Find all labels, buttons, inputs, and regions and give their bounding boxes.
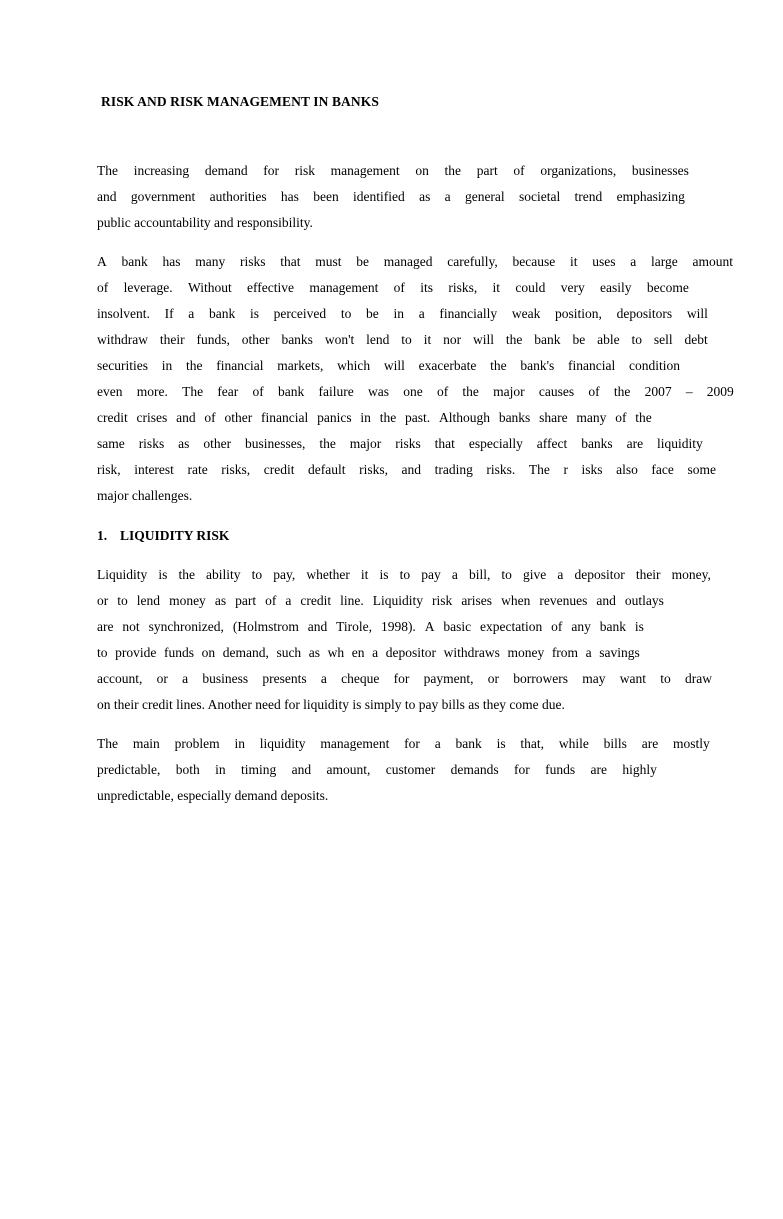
word: to [340, 306, 352, 321]
text-line [97, 461, 716, 479]
text-line [97, 618, 644, 636]
word: funds [163, 645, 194, 660]
word: want [619, 671, 646, 686]
word: whether [306, 567, 350, 582]
word: won't [324, 332, 355, 347]
word: borrowers [513, 671, 568, 686]
word: banks [498, 410, 531, 425]
word: their [635, 567, 661, 582]
word: management [320, 736, 390, 751]
word: insolvent. [97, 306, 150, 321]
word: bill, [468, 567, 491, 582]
word: draw [684, 671, 712, 686]
word: business [202, 671, 249, 686]
word: not [122, 619, 140, 634]
word: it [423, 332, 432, 347]
word: payment, [423, 671, 474, 686]
word: a [188, 306, 195, 321]
word: cheque [341, 671, 380, 686]
word: risks [240, 254, 266, 269]
word: credit [263, 462, 295, 477]
word: withdraws [443, 645, 500, 660]
word: as [419, 189, 431, 204]
word: businesses [631, 163, 689, 178]
word: and [307, 619, 328, 634]
text-line [97, 279, 689, 297]
word: risks, [448, 280, 478, 295]
word: the [444, 163, 462, 178]
word: fear [217, 384, 239, 399]
word: basic [443, 619, 472, 634]
word: synchronized, [148, 619, 224, 634]
word: account, [97, 671, 143, 686]
document-title: RISK AND RISK MANAGEMENT IN BANKS [101, 94, 379, 109]
word: large [650, 254, 678, 269]
word: bills [603, 736, 627, 751]
word: societal [519, 189, 561, 204]
word: to [97, 645, 108, 660]
word: to [631, 332, 642, 347]
word: both [175, 762, 200, 777]
text-line [97, 253, 733, 271]
word: and [97, 189, 117, 204]
word: is [158, 567, 168, 582]
word: weak [511, 306, 541, 321]
word: r [563, 462, 568, 477]
word: of [97, 280, 109, 295]
word: or [97, 593, 109, 608]
text-line [97, 331, 708, 349]
word: businesses, [245, 436, 306, 451]
word: their [159, 332, 185, 347]
word: while [558, 736, 589, 751]
section-number: 1. [97, 528, 108, 543]
word: isks [581, 462, 603, 477]
word: and [596, 593, 616, 608]
word: a [434, 736, 441, 751]
word: as [178, 436, 190, 451]
word: that [280, 254, 301, 269]
word: affect [536, 436, 568, 451]
word: panics [317, 410, 352, 425]
text-line: public accountability and responsibility. [97, 215, 313, 230]
word: is [249, 306, 259, 321]
word: especially [468, 436, 523, 451]
word: increasing [133, 163, 190, 178]
word: for [514, 762, 530, 777]
word: on [201, 645, 216, 660]
word: government [130, 189, 196, 204]
word: financial [261, 410, 309, 425]
word: mostly [673, 736, 710, 751]
word: to [401, 332, 412, 347]
word: give [523, 567, 547, 582]
word: banks [281, 332, 313, 347]
word: risks [395, 436, 421, 451]
word: the [505, 332, 523, 347]
word: risk [294, 163, 315, 178]
word: uses [592, 254, 616, 269]
word: general [464, 189, 505, 204]
word: credit [97, 410, 128, 425]
word: are [626, 436, 644, 451]
word: money [507, 645, 545, 660]
word: may [582, 671, 606, 686]
word: exacerbate [418, 358, 477, 373]
word: identified [353, 189, 405, 204]
word: savings [599, 645, 640, 660]
word: depositors [616, 306, 673, 321]
word: financial [568, 358, 616, 373]
word: bank [599, 619, 626, 634]
word: arises [461, 593, 493, 608]
word: banks [581, 436, 613, 451]
word: other [241, 332, 270, 347]
word: that, [520, 736, 545, 751]
word: risks, [221, 462, 251, 477]
text-line [97, 670, 712, 688]
word: (Holmstrom [232, 619, 299, 634]
word: leverage. [123, 280, 173, 295]
text-line: unpredictable, especially demand deposits. [97, 788, 329, 803]
section-heading-text: LIQUIDITY RISK [120, 528, 230, 543]
word: in [393, 306, 405, 321]
word: and [176, 410, 196, 425]
word: of [588, 384, 600, 399]
text-line [97, 435, 703, 453]
word: funds [545, 762, 576, 777]
word: Liquidity [372, 593, 424, 608]
word: ability [206, 567, 241, 582]
text-line [97, 592, 664, 610]
word: some [687, 462, 716, 477]
word: the [178, 567, 195, 582]
word: funds, [196, 332, 230, 347]
word: to [399, 567, 411, 582]
word: pay [421, 567, 441, 582]
word: 2007 [644, 384, 672, 399]
word: depositor [574, 567, 625, 582]
word: very [560, 280, 585, 295]
word: are [97, 619, 114, 634]
word: main [132, 736, 160, 751]
word: the [379, 410, 397, 425]
word: it [569, 254, 578, 269]
word: to [251, 567, 263, 582]
word: is [379, 567, 389, 582]
word: part [476, 163, 498, 178]
word: for [404, 736, 420, 751]
word: sell [653, 332, 673, 347]
word: even [97, 384, 123, 399]
word: the [490, 358, 507, 373]
word: of [265, 593, 277, 608]
word: lend [366, 332, 390, 347]
word: Liquidity [97, 567, 148, 582]
word: amount [692, 254, 733, 269]
word: or [487, 671, 499, 686]
word: been [313, 189, 339, 204]
word: financial [216, 358, 264, 373]
word: revenues [539, 593, 588, 608]
word: expectation [480, 619, 543, 634]
word: causes [538, 384, 575, 399]
word: easily [600, 280, 632, 295]
word: risks [138, 436, 165, 451]
word: many [576, 410, 607, 425]
text-line: on their credit lines. Another need for liquidity is simply to pay bills as they come due. [97, 697, 565, 712]
word: perceived [273, 306, 327, 321]
word: problem [174, 736, 220, 751]
word: was [367, 384, 389, 399]
word: Without [188, 280, 232, 295]
word: of [204, 410, 216, 425]
word: in [234, 736, 245, 751]
text-line [97, 188, 685, 206]
word: money [169, 593, 206, 608]
word: of [393, 280, 405, 295]
word: as [308, 645, 321, 660]
word: also [616, 462, 638, 477]
word: a [372, 645, 379, 660]
word: a [444, 189, 451, 204]
text-line [97, 305, 708, 323]
word: markets, [277, 358, 324, 373]
word: A [424, 619, 435, 634]
word: financially [439, 306, 498, 321]
word: trend [574, 189, 603, 204]
word: able [597, 332, 620, 347]
word: A [97, 254, 107, 269]
word: withdraw [97, 332, 148, 347]
word: could [515, 280, 546, 295]
word: securities [97, 358, 148, 373]
text-line [97, 566, 711, 584]
word: more. [136, 384, 168, 399]
text-line [97, 357, 680, 375]
word: be [356, 254, 370, 269]
word: organizations, [540, 163, 617, 178]
word: default [308, 462, 346, 477]
word: has [162, 254, 181, 269]
word: a [630, 254, 637, 269]
word: effective [247, 280, 295, 295]
word: many [195, 254, 226, 269]
word: risks, [359, 462, 388, 477]
word: If [164, 306, 174, 321]
word: for [393, 671, 410, 686]
word: and [401, 462, 422, 477]
word: is [496, 736, 506, 751]
word: bank [534, 332, 561, 347]
word: bank's [520, 358, 555, 373]
word: line. [340, 593, 364, 608]
word: is [634, 619, 644, 634]
word: interest [134, 462, 174, 477]
word: bank [455, 736, 482, 751]
word: trading [434, 462, 473, 477]
word: in [360, 410, 371, 425]
word: part [235, 593, 257, 608]
word: amount, [326, 762, 371, 777]
word: customer [385, 762, 436, 777]
word: crises [136, 410, 168, 425]
word: of [436, 384, 449, 399]
word: such [276, 645, 302, 660]
word: a [585, 645, 592, 660]
word: rate [187, 462, 208, 477]
word: timing [241, 762, 277, 777]
word: demand [204, 163, 248, 178]
word: as [214, 593, 227, 608]
word: of [551, 619, 563, 634]
word: from [551, 645, 579, 660]
word: The [97, 736, 118, 751]
word: it [360, 567, 369, 582]
word: its [420, 280, 433, 295]
word: or [156, 671, 168, 686]
word: Tirole, [336, 619, 373, 634]
word: demands [450, 762, 499, 777]
word: when [501, 593, 531, 608]
word: has [280, 189, 299, 204]
word: a [320, 671, 327, 686]
text-line [97, 383, 734, 401]
word: the [635, 410, 652, 425]
word: risk, [97, 462, 121, 477]
word: bank [278, 384, 305, 399]
word: be [366, 306, 379, 321]
word: of [252, 384, 264, 399]
word: other [224, 410, 253, 425]
word: money, [671, 567, 711, 582]
word: past. [405, 410, 431, 425]
word: the [613, 384, 631, 399]
word: outlays [624, 593, 664, 608]
word: demand, [222, 645, 269, 660]
word: in [215, 762, 226, 777]
text-line [97, 644, 640, 662]
word: same [97, 436, 125, 451]
word: – [685, 384, 693, 399]
text-line: major challenges. [97, 488, 193, 503]
word: share [539, 410, 568, 425]
word: the [462, 384, 479, 399]
word: predictable, [97, 762, 161, 777]
word: liquidity [259, 736, 306, 751]
text-line [97, 409, 652, 427]
word: face [651, 462, 674, 477]
word: any [571, 619, 591, 634]
word: must [315, 254, 342, 269]
word: pay, [273, 567, 296, 582]
word: liquidity [657, 436, 703, 451]
word: which [337, 358, 371, 373]
word: The [97, 163, 118, 178]
word: become [646, 280, 689, 295]
word: condition [629, 358, 680, 373]
text-line [97, 761, 657, 779]
word: it [492, 280, 501, 295]
word: a [182, 671, 189, 686]
word: other [203, 436, 232, 451]
word: nor [443, 332, 462, 347]
word: to [117, 593, 128, 608]
word: 1998). [380, 619, 416, 634]
word: the [319, 436, 336, 451]
text-line [97, 735, 710, 753]
word: to [501, 567, 512, 582]
word: bank [208, 306, 236, 321]
word: risks. [486, 462, 516, 477]
word: in [161, 358, 173, 373]
word: debt [684, 332, 708, 347]
word: management [309, 280, 379, 295]
word: on [415, 163, 429, 178]
word: will [473, 332, 495, 347]
word: The [528, 462, 550, 477]
word: the [186, 358, 203, 373]
word: managed [383, 254, 433, 269]
word: bank [121, 254, 148, 269]
word: failure [318, 384, 354, 399]
word: for [263, 163, 280, 178]
word: credit [300, 593, 332, 608]
word: carefully, [447, 254, 498, 269]
word: risk [432, 593, 453, 608]
word: to [660, 671, 671, 686]
word: a [451, 567, 458, 582]
word: that [434, 436, 455, 451]
word: of [513, 163, 525, 178]
word: position, [555, 306, 602, 321]
word: presents [262, 671, 307, 686]
word: are [641, 736, 659, 751]
word: depositor [385, 645, 436, 660]
word: a [418, 306, 425, 321]
word: highly [622, 762, 657, 777]
word: lend [136, 593, 161, 608]
word: and [291, 762, 312, 777]
word: emphasizing [616, 189, 685, 204]
word: because [512, 254, 556, 269]
word: major [349, 436, 382, 451]
word: The [182, 384, 204, 399]
section-heading-liquidity-risk [97, 528, 229, 544]
word: of [615, 410, 627, 425]
word: are [590, 762, 607, 777]
word: a [285, 593, 292, 608]
word: en [351, 645, 365, 660]
word: wh [327, 645, 345, 660]
word: will [383, 358, 405, 373]
word: 2009 [706, 384, 734, 399]
word: one [403, 384, 423, 399]
word: Although [438, 410, 490, 425]
text-line [97, 162, 689, 180]
word: provide [115, 645, 157, 660]
word: management [330, 163, 400, 178]
word: major [493, 384, 525, 399]
word: will [686, 306, 708, 321]
word: authorities [209, 189, 267, 204]
word: a [557, 567, 564, 582]
word: be [572, 332, 586, 347]
